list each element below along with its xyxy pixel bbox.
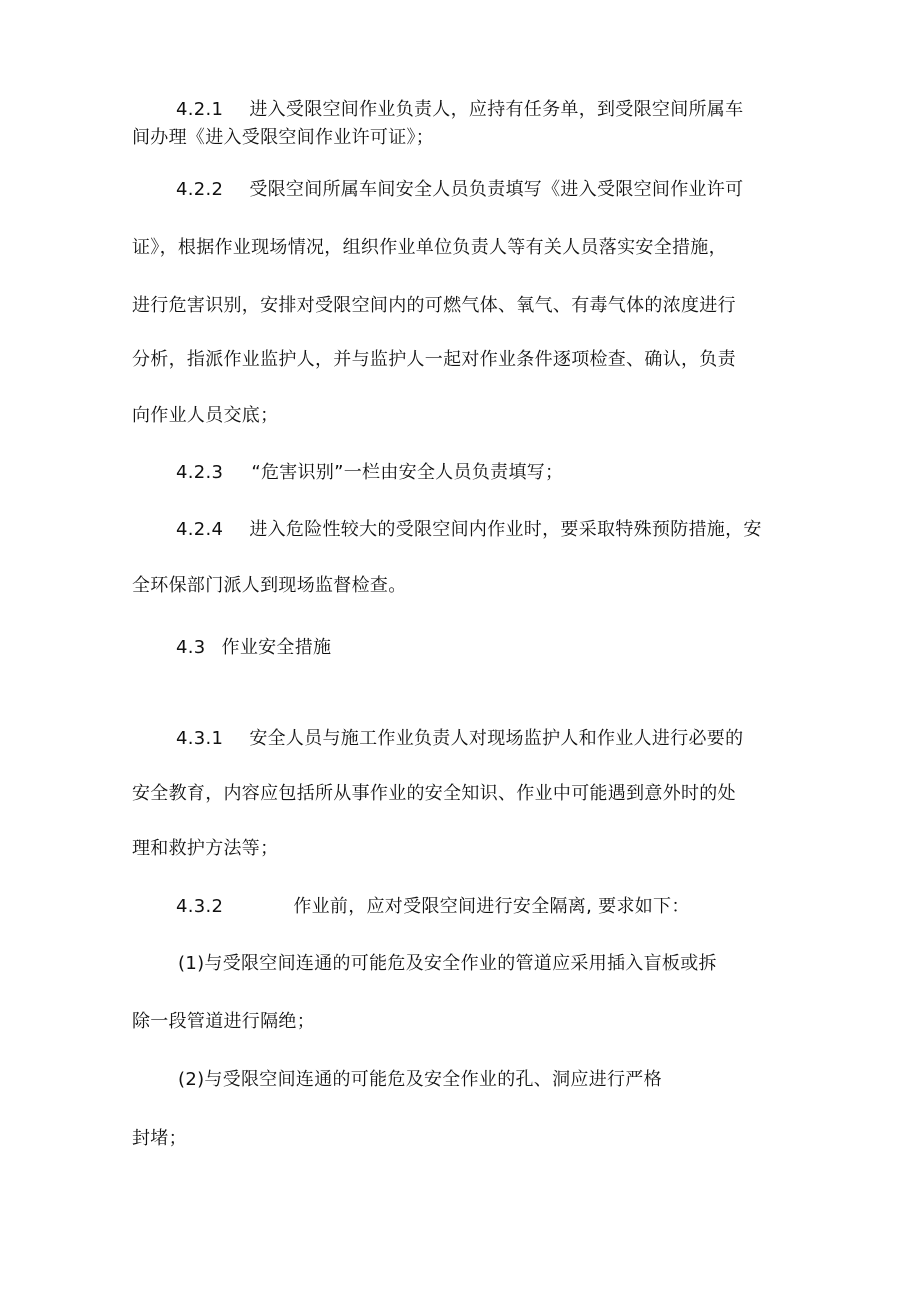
para-4-2-2-line-5: 向作业人员交底；: [132, 405, 279, 426]
section-number: 4.3.2: [176, 896, 224, 917]
section-heading-4-3: [176, 636, 331, 660]
para-text: 进入受限空间作业负责人，应持有任务单，到受限空间所属车: [249, 99, 744, 120]
section-number: 4.3: [176, 637, 206, 658]
para-4-3-1-line-2: 安全教育，内容应包括所从事作业的安全知识、作业中可能遇到意外时的处: [132, 783, 736, 804]
para-text: 作业前，应对受限空间进行安全隔离, 要求如下：: [293, 896, 690, 917]
para-4-2-3: [176, 461, 563, 485]
section-number: 4.2.1: [176, 99, 224, 120]
list-item-2-line-2: 封堵；: [132, 1128, 187, 1149]
section-number: 4.2.3: [176, 462, 224, 483]
para-4-2-4-line-2: 全环保部门派人到现场监督检查。: [132, 575, 407, 596]
section-number: 4.3.1: [176, 728, 224, 749]
section-number: 4.2.2: [176, 179, 224, 200]
list-item-1-line-2: 除一段管道进行隔绝；: [132, 1011, 315, 1032]
section-number: 4.2.4: [176, 519, 224, 540]
para-4-2-2-line-4: 分析，指派作业监护人，并与监护人一起对作业条件逐项检查、确认，负责: [132, 349, 736, 370]
list-item-1-line-1: (1)与受限空间连通的可能危及安全作业的管道应采用插入盲板或拆: [178, 953, 717, 974]
section-title: 作业安全措施: [221, 637, 332, 658]
para-4-2-2-line-2: 证》，根据作业现场情况，组织作业单位负责人等有关人员落实安全措施，: [132, 237, 727, 258]
para-4-2-2-line-1: [176, 178, 743, 202]
para-4-2-4-line-1: [176, 518, 762, 542]
para-4-2-2-line-3: 进行危害识别，安排对受限空间内的可燃气体、氧气、有毒气体的浓度进行: [132, 295, 736, 316]
para-text: “危害识别”一栏由安全人员负责填写；: [251, 462, 564, 483]
para-text: 进入危险性较大的受限空间内作业时，要采取特殊预防措施，安: [249, 519, 762, 540]
para-4-2-1-line-1: [176, 98, 743, 122]
para-text: 安全人员与施工作业负责人对现场监护人和作业人进行必要的: [249, 728, 744, 749]
list-item-2-line-1: (2)与受限空间连通的可能危及安全作业的孔、洞应进行严格: [178, 1069, 662, 1090]
para-4-3-2: [176, 895, 690, 919]
para-text: 受限空间所属车间安全人员负责填写《进入受限空间作业许可: [249, 179, 744, 200]
para-4-2-1-line-2: 间办理《进入受限空间作业许可证》；: [132, 127, 435, 148]
para-4-3-1-line-1: [176, 727, 743, 751]
para-4-3-1-line-3: 理和救护方法等；: [132, 838, 279, 859]
